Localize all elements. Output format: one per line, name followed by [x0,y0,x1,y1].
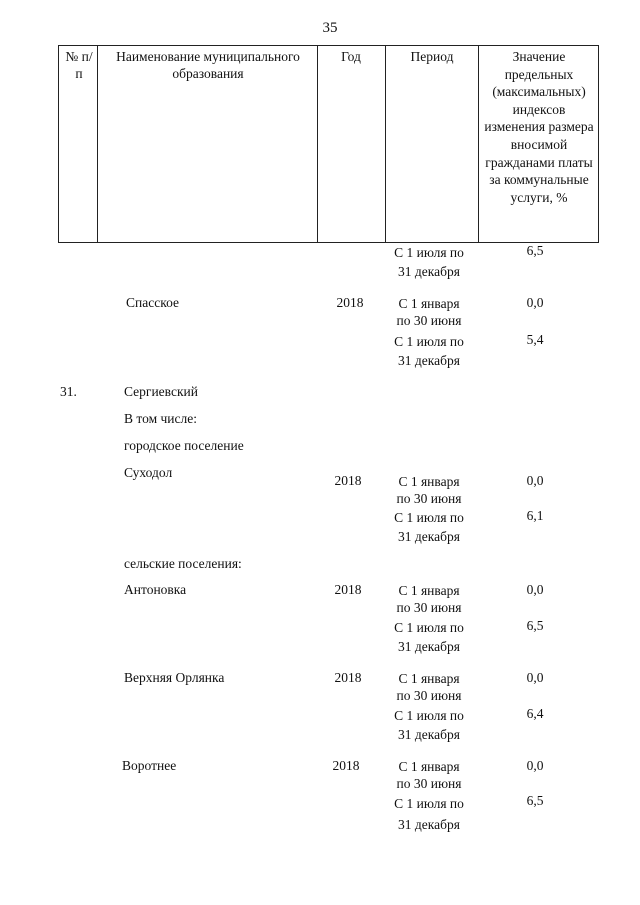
period-cell [378,243,480,281]
value-cell: 6,1 [526,508,544,523]
header-col-year: Год [341,49,361,64]
period-line: С 1 июля по [394,620,464,635]
municipality-name: Воротнее [122,758,177,773]
period-line: С 1 июля по [394,796,464,811]
period-cell [378,473,480,507]
column-divider [97,46,98,242]
column-divider [385,46,386,242]
value-cell: 0,0 [526,582,544,597]
municipality-name: Антоновка [124,582,187,597]
period-cell [378,670,480,704]
value-cell: 6,5 [526,618,544,633]
municipality-name: Сергиевский [124,384,198,399]
period-line: С 1 июля по [394,334,464,349]
period-cell [378,618,480,656]
period-cell [378,706,480,744]
value-cell: 5,4 [526,332,544,347]
value-cell: 6,5 [526,793,544,808]
row-number: 31. [60,384,77,399]
period-line: С 1 января [398,296,460,311]
period-line: 31 декабря [398,529,460,544]
period-line: С 1 июля по [394,245,464,260]
column-divider [478,46,479,242]
period-line: 31 декабря [398,817,460,832]
period-cell [378,295,480,329]
header-col-name: Наименование муниципального образования [116,49,300,81]
table-header [58,45,599,243]
year-cell: 2018 [334,670,362,685]
value-cell: 6,5 [526,243,544,258]
value-cell: 0,0 [526,758,544,773]
period-line: С 1 января [398,671,460,686]
period-line: 31 декабря [398,727,460,742]
period-cell [378,508,480,546]
period-line: по 30 июня [396,600,462,615]
value-cell: 0,0 [526,670,544,685]
municipality-name: Суходол [124,465,173,480]
value-cell: 0,0 [526,473,544,488]
period-line: С 1 июля по [394,708,464,723]
period-line: по 30 июня [396,491,462,506]
header-col-number: № п/п [65,49,93,81]
year-cell: 2018 [334,582,362,597]
period-line: 31 декабря [398,264,460,279]
period-cell [378,793,480,835]
municipality-name: Верхняя Орлянка [124,670,225,685]
municipality-name: Спасское [126,295,179,310]
period-line: по 30 июня [396,776,462,791]
period-line: 31 декабря [398,639,460,654]
header-col-value: Значение предельных (максимальных) индексов изменения размера вносимой гражданами платы за коммунальные услуги, % [484,49,594,205]
period-cell [378,758,480,792]
period-cell [378,582,480,616]
period-line: С 1 января [398,583,460,598]
period-line: по 30 июня [396,688,462,703]
column-divider [317,46,318,242]
section-subtitle: городское поселение [124,438,244,453]
header-col-period: Период [410,49,454,64]
year-cell: 2018 [334,473,362,488]
value-cell: 0,0 [526,295,544,310]
period-line: С 1 июля по [394,510,464,525]
year-cell: 2018 [332,758,360,773]
period-line: по 30 июня [396,313,462,328]
period-line: 31 декабря [398,353,460,368]
value-cell: 6,4 [526,706,544,721]
period-line: С 1 января [398,759,460,774]
year-cell: 2018 [336,295,364,310]
period-line: С 1 января [398,474,460,489]
period-cell [378,332,480,370]
section-subtitle: сельские поселения: [124,556,242,571]
section-subtitle: В том числе: [124,411,197,426]
page-number: 35 [322,20,338,36]
